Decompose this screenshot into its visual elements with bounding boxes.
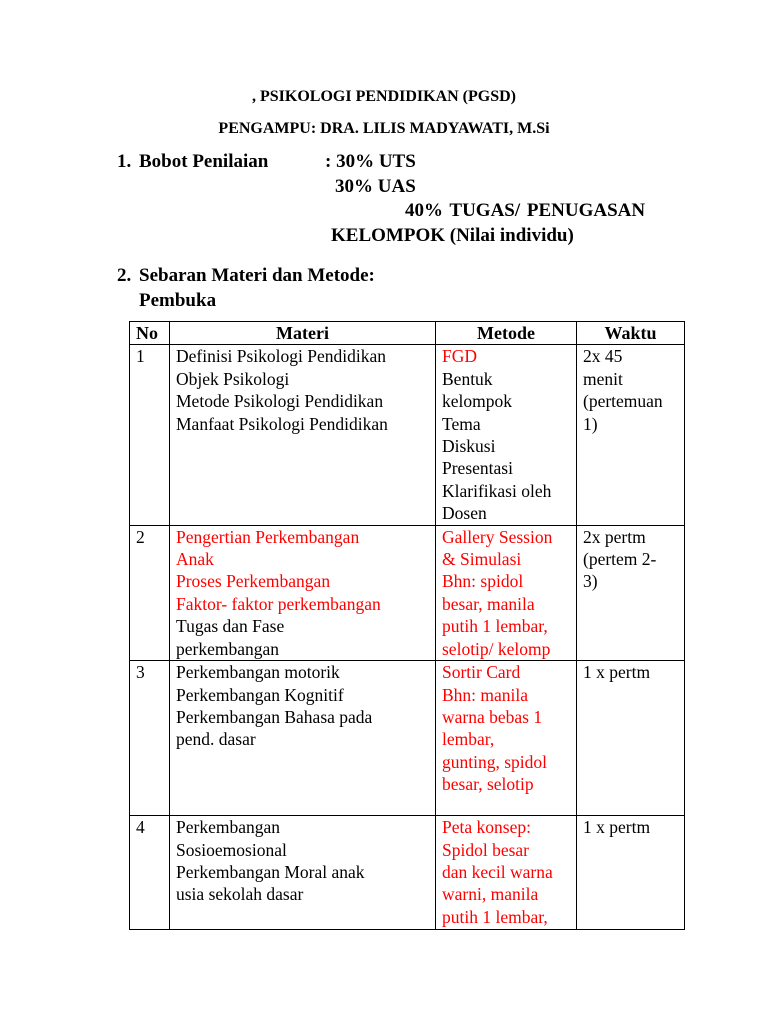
section-1-label: Bobot Penilaian	[139, 151, 269, 172]
waktu-line: 2x pertm	[583, 526, 646, 547]
grade-uts: : 30% UTS	[325, 151, 416, 172]
table-row	[130, 345, 685, 525]
materi-cell	[170, 816, 436, 930]
materi-line: Proses Perkembangan	[176, 571, 331, 592]
row-number: 4	[130, 816, 170, 930]
metode-line: warni, manila	[442, 884, 539, 905]
course-title: , PSIKOLOGI PENDIDIKAN (PGSD)	[251, 88, 517, 105]
metode-line: Presentasi	[442, 458, 513, 479]
metode-line: kelompok	[442, 391, 512, 412]
section-2-number: 2.	[117, 265, 132, 286]
metode-line: & Simulasi	[442, 549, 522, 570]
table-row	[130, 816, 685, 930]
header-metode: Metode	[436, 322, 577, 345]
lecturer-line: PENGAMPU: DRA. LILIS MADYAWATI, M.Si	[218, 120, 550, 137]
section-2-label: Sebaran Materi dan Metode:	[139, 265, 375, 286]
materi-line: Anak	[176, 549, 214, 570]
materi-line: Perkembangan motorik	[176, 662, 340, 683]
grade-uas: 30% UAS	[335, 176, 416, 197]
metode-line: Gallery Session	[442, 526, 553, 547]
metode-line: Peta konsep:	[442, 817, 531, 838]
metode-line: selotip/ kelomp	[442, 638, 551, 659]
metode-line: besar, selotip	[442, 774, 534, 795]
waktu-cell	[577, 525, 685, 660]
metode-line: Bhn: spidol	[442, 571, 524, 592]
grade-tugas-cont: KELOMPOK (Nilai individu)	[331, 225, 574, 246]
metode-line: Sortir Card	[442, 662, 521, 683]
table-row	[130, 525, 685, 660]
metode-line: FGD	[442, 346, 478, 367]
materi-line: usia sekolah dasar	[176, 884, 304, 905]
waktu-line: 1 x pertm	[583, 662, 651, 683]
waktu-line: (pertemuan	[583, 391, 663, 412]
metode-cell	[436, 661, 577, 816]
table-header-row	[130, 322, 685, 345]
metode-line: gunting, spidol	[442, 751, 548, 772]
metode-line: besar, manila	[442, 593, 535, 614]
materi-line: Perkembangan Kognitif	[176, 684, 344, 705]
header-no: No	[130, 322, 170, 345]
metode-line: Spidol besar	[442, 839, 530, 860]
materi-line: Tugas dan Fase	[176, 616, 285, 637]
materi-line: Perkembangan Bahasa pada	[176, 706, 373, 727]
waktu-cell	[577, 816, 685, 930]
waktu-cell	[577, 661, 685, 816]
section-2-sublabel: Pembuka	[139, 290, 217, 311]
waktu-cell	[577, 345, 685, 525]
table-row	[130, 661, 685, 816]
metode-line: Bentuk	[442, 368, 493, 389]
metode-cell	[436, 525, 577, 660]
materi-line: Definisi Psikologi Pendidikan	[176, 346, 386, 367]
materi-line: Objek Psikologi	[176, 368, 290, 389]
metode-line: Tema	[442, 413, 481, 434]
metode-cell	[436, 345, 577, 525]
waktu-line: 1 x pertm	[583, 817, 651, 838]
materi-line: Perkembangan	[176, 817, 280, 838]
waktu-line: 2x 45	[583, 346, 623, 367]
metode-line: dan kecil warna	[442, 861, 553, 882]
materi-table	[129, 321, 685, 930]
header-materi: Materi	[170, 322, 436, 345]
metode-line: Bhn: manila	[442, 684, 529, 705]
metode-cell	[436, 816, 577, 930]
metode-line: Diskusi	[442, 436, 496, 457]
materi-cell	[170, 661, 436, 816]
waktu-line: menit	[583, 368, 623, 389]
materi-line: Faktor- faktor perkembangan	[176, 593, 381, 614]
materi-line: Pengertian Perkembangan	[176, 526, 360, 547]
header-waktu: Waktu	[577, 322, 685, 345]
metode-line: warna bebas 1	[442, 706, 543, 727]
materi-line: Perkembangan Moral anak	[176, 861, 365, 882]
materi-line: perkembangan	[176, 638, 280, 659]
waktu-line: (pertem 2-	[583, 549, 657, 570]
grade-tugas: 40% TUGAS/ PENUGASAN	[405, 200, 646, 221]
waktu-line: 3)	[583, 571, 598, 592]
materi-line: Metode Psikologi Pendidikan	[176, 391, 384, 412]
metode-line: Klarifikasi oleh	[442, 480, 552, 501]
row-number: 1	[130, 345, 170, 525]
waktu-line: 1)	[583, 413, 598, 434]
metode-line: putih 1 lembar,	[442, 906, 548, 927]
row-number: 2	[130, 525, 170, 660]
metode-line: lembar,	[442, 729, 495, 750]
materi-line: Manfaat Psikologi Pendidikan	[176, 413, 388, 434]
materi-cell	[170, 525, 436, 660]
materi-line: pend. dasar	[176, 729, 256, 750]
row-number: 3	[130, 661, 170, 816]
metode-line: Dosen	[442, 503, 487, 524]
metode-line: putih 1 lembar,	[442, 616, 548, 637]
section-1-number: 1.	[117, 151, 132, 172]
materi-cell	[170, 345, 436, 525]
materi-line: Sosioemosional	[176, 839, 287, 860]
